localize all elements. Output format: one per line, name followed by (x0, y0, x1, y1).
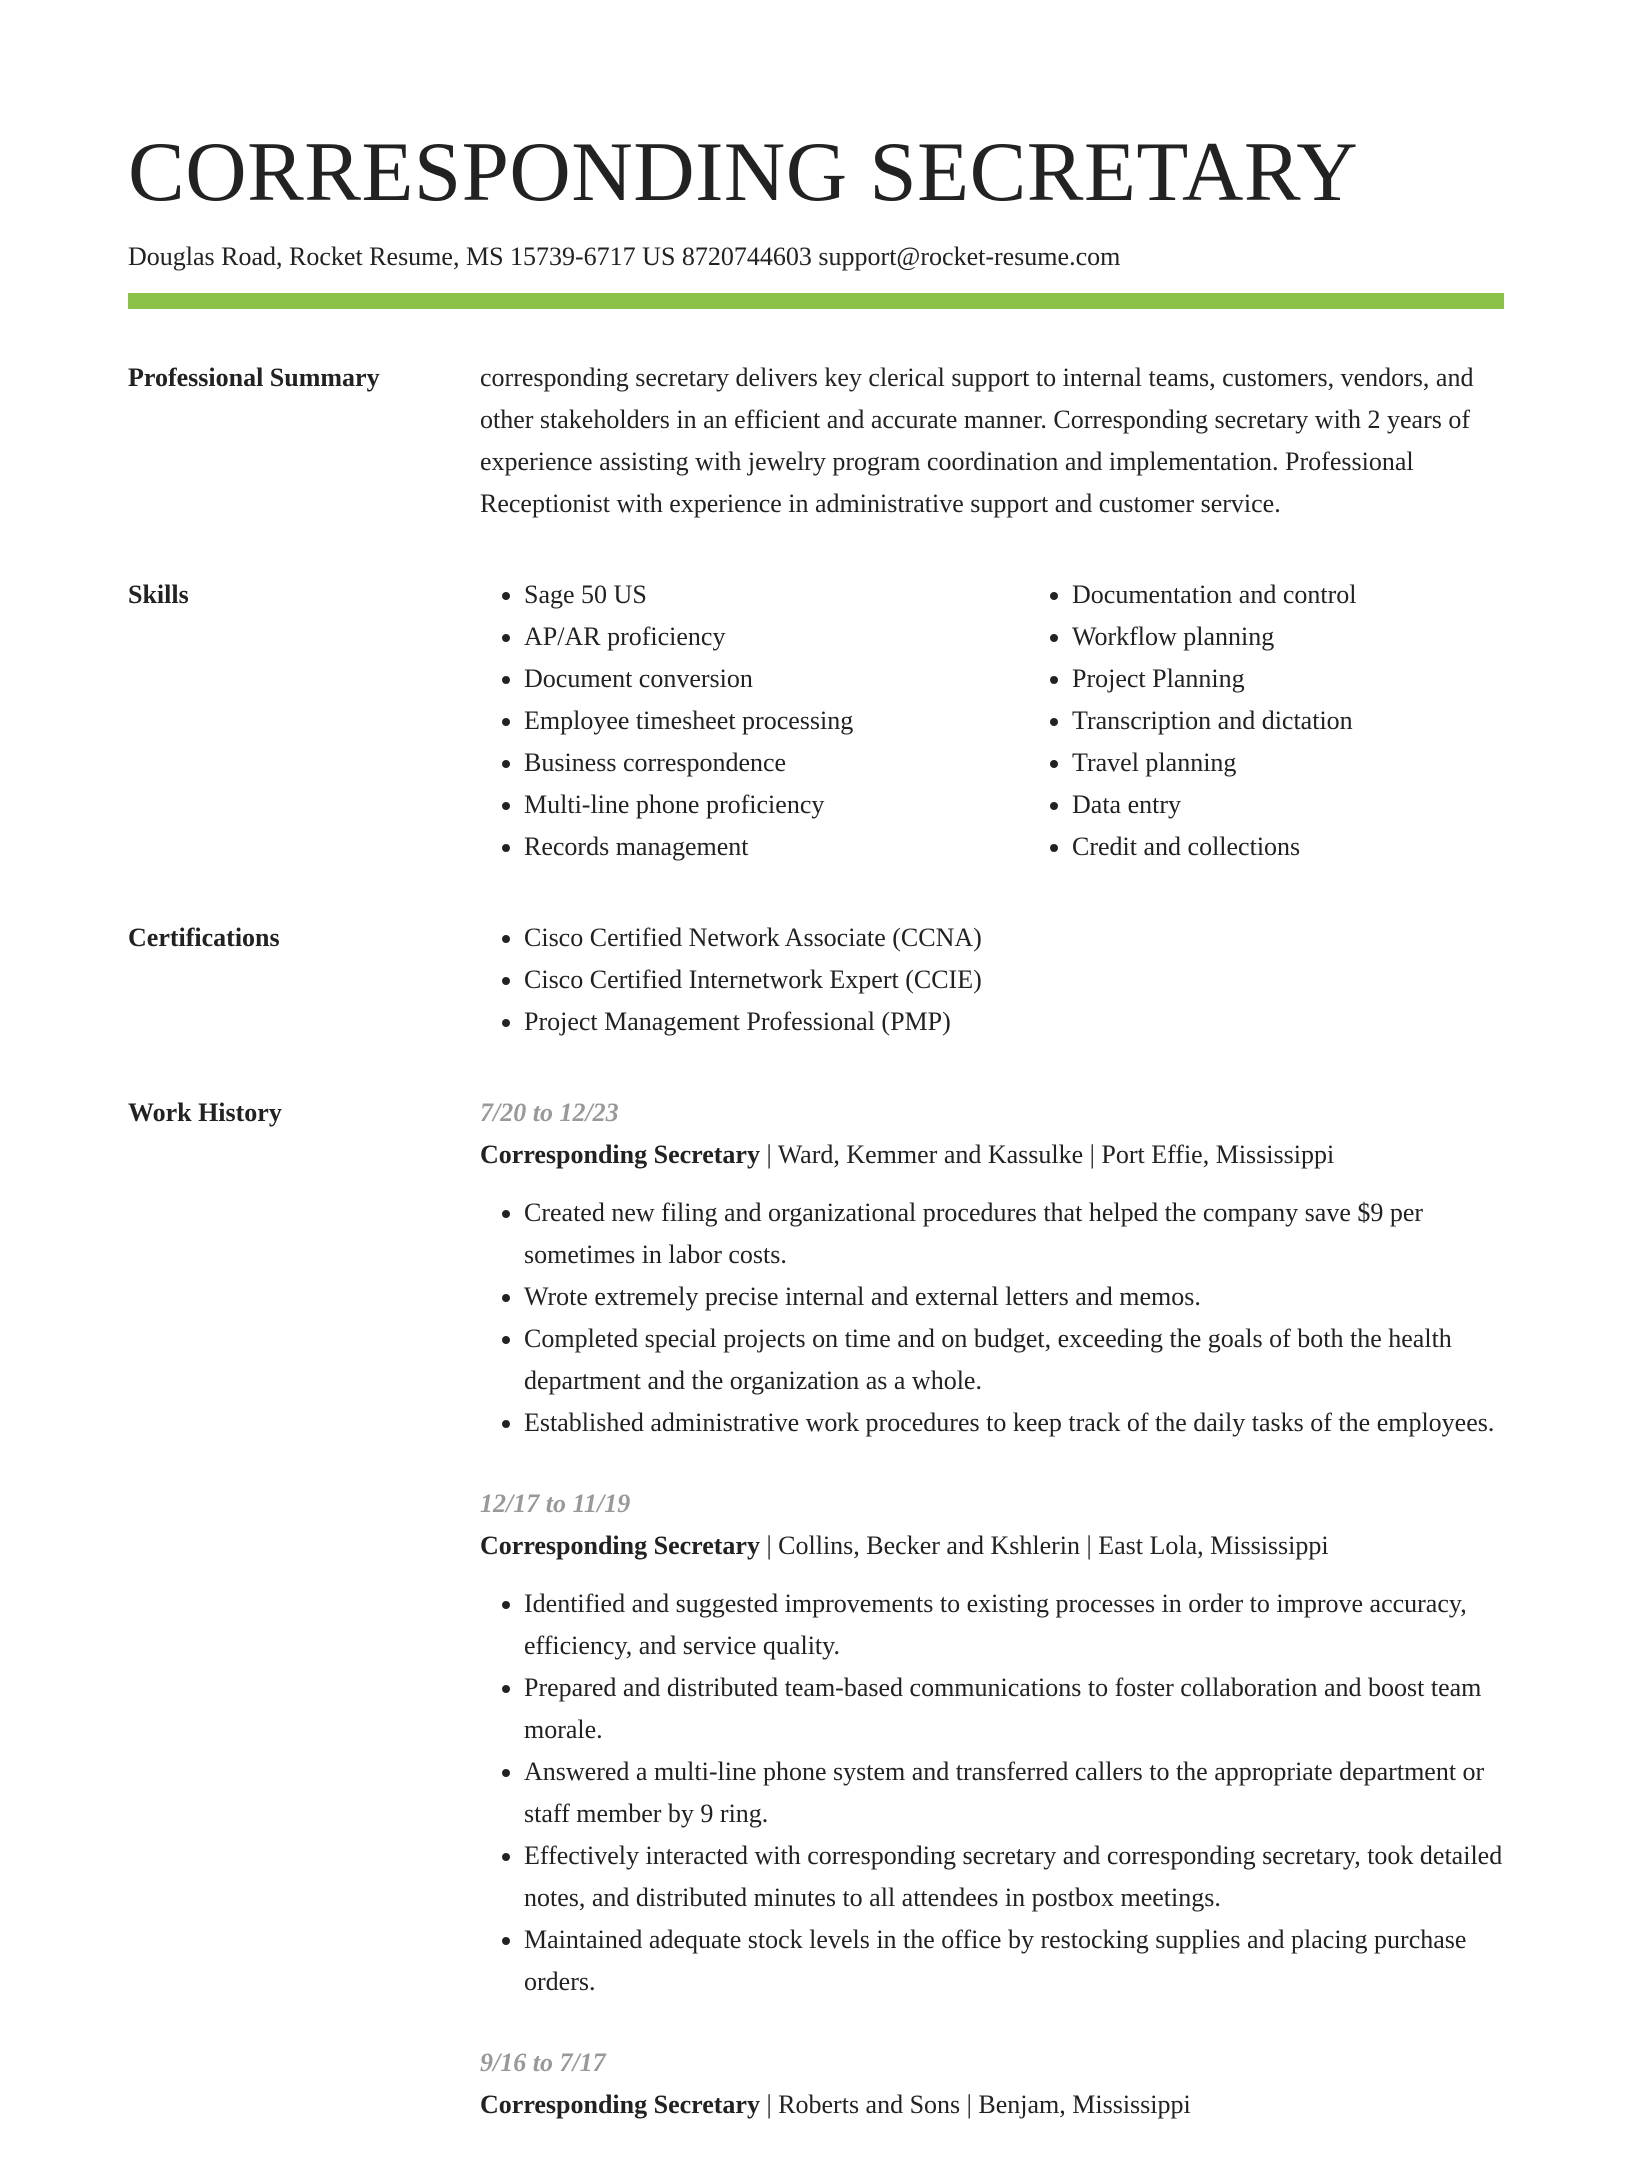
section-title-skills: Skills (128, 580, 189, 609)
skill-item: • Multi-line phone proficiency (524, 784, 1028, 826)
job-dates: 7/20 to 12/23 (480, 1098, 619, 1127)
section-title-work-history: Work History (128, 1098, 282, 1127)
skill-item: • Travel planning (1072, 742, 1532, 784)
skill-item: • Workflow planning (1072, 616, 1532, 658)
section-title-certifications: Certifications (128, 923, 280, 952)
skill-item: • Business correspondence (524, 742, 1028, 784)
job-details: | Roberts and Sons | Benjam, Mississippi (759, 2090, 1191, 2119)
contact-phone: 8720744603 (681, 242, 819, 271)
job-heading (480, 2084, 1504, 2126)
job-details: | Collins, Becker and Kshlerin | East Lola, Mississippi (759, 1531, 1329, 1560)
header-divider (128, 293, 1504, 309)
skill-item: • Document conversion (524, 658, 1028, 700)
job-bullet: • Established administrative work procedures to keep track of the daily tasks of the employees. (524, 1402, 1504, 1444)
job-bullet: • Answered a multi-line phone system and transferred callers to the appropriate department or staff member by 9 ring. (524, 1751, 1504, 1835)
resume-page (128, 0, 1504, 2165)
skill-item: • Credit and collections (1072, 826, 1532, 868)
skill-item: • Employee timesheet processing (524, 700, 1028, 742)
contact-address: Douglas Road, Rocket Resume, MS 15739-6717 US (128, 242, 682, 271)
skill-item: • Data entry (1072, 784, 1532, 826)
contact-email: support@rocket-resume.com (818, 242, 1121, 271)
job-bullet: • Effectively interacted with corresponding secretary and corresponding secretary, took detailed notes, and distributed minutes to all attendees in postbox meetings. (524, 1835, 1504, 1919)
job-bullet: • Identified and suggested improvements to existing processes in order to improve accuracy, efficiency, and service quality. (524, 1583, 1504, 1667)
skill-item: • Records management (524, 826, 1028, 868)
job-title: Corresponding Secretary (480, 1531, 760, 1560)
certifications-section (128, 917, 1504, 1043)
job-bullet: • Prepared and distributed team-based communications to foster collaboration and boost team morale. (524, 1667, 1504, 1751)
job-details: | Ward, Kemmer and Kassulke | Port Effie, Mississippi (759, 1140, 1335, 1169)
job-heading (480, 1525, 1504, 1567)
job-heading (480, 1134, 1504, 1176)
work-history-section (128, 1092, 1504, 2165)
job-bullet: • Wrote extremely precise internal and external letters and memos. (524, 1276, 1504, 1318)
job-title: Corresponding Secretary (480, 2090, 760, 2119)
skills-list-right (1028, 574, 1532, 868)
summary-text: corresponding secretary delivers key clerical support to internal teams, customers, vendors, and other stakeholders in an efficient and accurate manner. Corresponding secretary with 2 years of experience assisting with jewelry program coordination and implementation. Professional Receptionist with experience in administrative support and customer service. (480, 363, 1474, 518)
job-bullet: • Completed special projects on time and on budget, exceeding the goals of both the health department and the organization as a whole. (524, 1318, 1504, 1402)
resume-name: CORRESPONDING SECRETARY (128, 125, 1359, 219)
job-entry (480, 1092, 1504, 1444)
job-bullet: • Maintained adequate stock levels in the office by restocking supplies and placing purchase orders. (524, 1919, 1504, 2003)
certification-item: • Cisco Certified Network Associate (CCNA) (524, 917, 1504, 959)
skill-item: • AP/AR proficiency (524, 616, 1028, 658)
summary-section (128, 357, 1504, 525)
skills-section (128, 574, 1504, 868)
job-bullet: • Created new filing and organizational procedures that helped the company save $9 per sometimes in labor costs. (524, 1192, 1504, 1276)
job-dates: 9/16 to 7/17 (480, 2048, 606, 2077)
section-title-summary: Professional Summary (128, 363, 380, 392)
certification-item: • Project Management Professional (PMP) (524, 1001, 1504, 1043)
skill-item: • Documentation and control (1072, 574, 1532, 616)
job-bullets (480, 1192, 1504, 1444)
job-dates: 12/17 to 11/19 (480, 1489, 631, 1518)
contact-line (128, 240, 1504, 274)
skill-item: • Transcription and dictation (1072, 700, 1532, 742)
job-title: Corresponding Secretary (480, 1140, 760, 1169)
job-bullets (480, 1583, 1504, 2003)
certifications-list (480, 917, 1504, 1043)
skill-item: • Project Planning (1072, 658, 1532, 700)
skill-item: • Sage 50 US (524, 574, 1028, 616)
job-entry (480, 2042, 1504, 2126)
certification-item: • Cisco Certified Internetwork Expert (CCIE) (524, 959, 1504, 1001)
skills-list-left (480, 574, 1028, 868)
job-entry (480, 1483, 1504, 2003)
